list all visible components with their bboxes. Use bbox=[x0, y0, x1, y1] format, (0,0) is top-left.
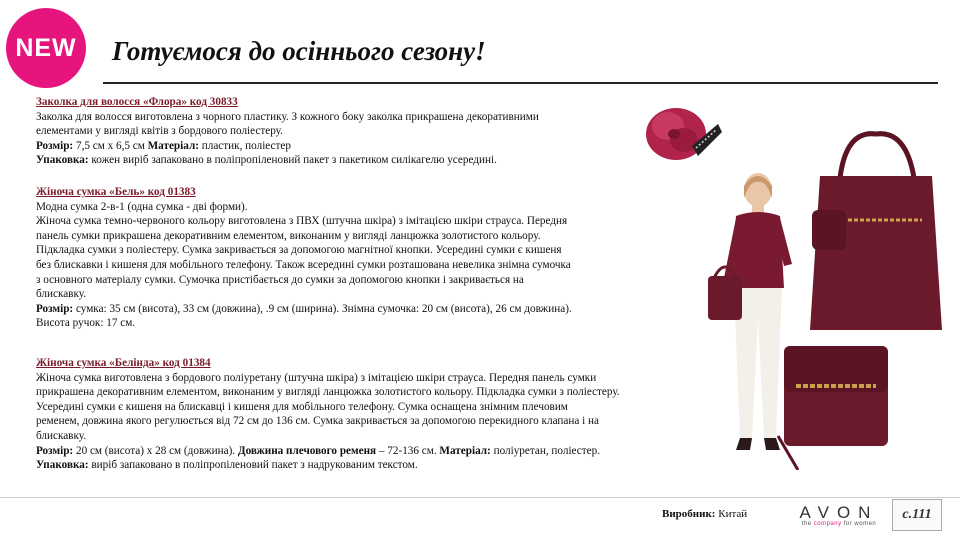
footer-divider bbox=[0, 497, 960, 498]
material-value: пластик, поліестер bbox=[198, 139, 291, 152]
title-divider bbox=[103, 82, 938, 84]
description-line: блискавку. bbox=[36, 288, 87, 301]
description-line: Підкладка сумки з поліестеру. Сумка закривається за допомогою магнітної кнопки. Усередині сумки є кишеня bbox=[36, 244, 562, 257]
avon-tagline: the company for women bbox=[801, 521, 877, 527]
size-line bbox=[36, 444, 620, 459]
product-heading: Заколка для волосся «Флора» код 30833 bbox=[36, 96, 238, 108]
strap-label: Довжина плечового ременя bbox=[237, 444, 377, 457]
size-value: 7,5 см х 6,5 см bbox=[73, 139, 148, 152]
product-flora bbox=[36, 95, 539, 168]
description-line: блискавку. bbox=[36, 429, 87, 442]
size-line bbox=[36, 302, 572, 317]
description-line: Жіноча сумка темно-червоного кольору виготовлена з ПВХ (штучна шкіра) з імітацією шкіри страуса. Передня bbox=[36, 215, 568, 228]
pack-value: кожен виріб запаковано в поліпропіленовий пакет з пакетиком силікагелю усередині. bbox=[88, 154, 497, 167]
description-line: Усередині сумки є кишеня на блискавці і кишеня для мобільного телефону. Сумка оснащена знімним плечовим bbox=[36, 400, 568, 413]
manufacturer bbox=[662, 508, 747, 520]
bel-bag-image bbox=[806, 130, 946, 340]
handle-height-line: Висота ручок: 17 см. bbox=[36, 317, 136, 330]
page-title: Готуємося до осіннього сезону! bbox=[112, 36, 486, 66]
size-label: Розмір: bbox=[36, 139, 74, 152]
pack-value: виріб запаковано в поліпропіленовий пакет з надрукованим текстом. bbox=[88, 459, 418, 472]
description-line: елементами у вигляді квітів з бордового поліестеру. bbox=[36, 125, 283, 138]
description-line: без блискавки і кишеня для мобільного телефону. Також всередині сумки розташована невелика знімна сумочка bbox=[36, 258, 571, 271]
description-line: з основного матеріалу сумки. Сумочка пристібається до сумки за допомогою кнопки і закривається на bbox=[36, 273, 524, 286]
size-line bbox=[36, 139, 539, 154]
strap-value: – 72-136 см. bbox=[376, 444, 440, 457]
manufacturer-label: Виробник: bbox=[662, 508, 716, 520]
pack-line bbox=[36, 458, 620, 473]
size-value: 20 см (висота) х 28 см (довжина). bbox=[73, 444, 238, 457]
description-line: ременем, довжина якого регулюється від 72 см до 136 см. Сумка закривається за допомогою перекидного клапана і на bbox=[36, 415, 599, 428]
description-line: Заколка для волосся виготовлена з чорного пластику. З кожного боку заколка прикрашена декоративними bbox=[36, 110, 539, 123]
pack-label: Упаковка: bbox=[36, 154, 89, 167]
pack-line bbox=[36, 153, 539, 168]
belinda-bag-image bbox=[776, 336, 896, 470]
product-belinda bbox=[36, 356, 620, 473]
size-label: Розмір: bbox=[36, 444, 74, 457]
page-number: с.111 bbox=[892, 499, 942, 531]
new-badge-label: NEW bbox=[15, 33, 77, 62]
size-value: сумка: 35 см (висота), 33 см (довжина), .9 см (ширина). Знімна сумочка: 20 см (висота), 26 см довжина). bbox=[73, 302, 572, 315]
description-line: Жіноча сумка виготовлена з бордового поліуретану (штучна шкіра) з імітацією шкіри страуса. Передня панель сумки bbox=[36, 371, 597, 384]
description-line: панель сумки прикрашена декоративним елементом, виконаним у вигляді ланцюжка золотистого кольору. bbox=[36, 229, 541, 242]
avon-brand: AVON bbox=[799, 503, 879, 522]
product-heading: Жіноча сумка «Бель» код 01383 bbox=[36, 186, 196, 198]
manufacturer-value: Китай bbox=[715, 508, 748, 520]
description-line: Модна сумка 2-в-1 (одна сумка - дві форми). bbox=[36, 200, 248, 213]
material-label: Матеріал: bbox=[439, 444, 491, 457]
avon-logo bbox=[794, 503, 884, 527]
new-badge bbox=[6, 8, 86, 88]
pack-label: Упаковка: bbox=[36, 459, 89, 472]
material-label: Матеріал: bbox=[147, 139, 199, 152]
flower-hair-clip-image bbox=[636, 96, 726, 174]
material-value: поліуретан, поліестер. bbox=[490, 444, 601, 457]
description-line: прикрашена декоративним елементом, виконаним у вигляді ланцюжка золотистого кольору. Підкладка сумки з поліестеру. bbox=[36, 386, 620, 399]
product-bel bbox=[36, 185, 572, 331]
size-label: Розмір: bbox=[36, 302, 74, 315]
product-heading: Жіноча сумка «Белінда» код 01384 bbox=[36, 357, 211, 369]
